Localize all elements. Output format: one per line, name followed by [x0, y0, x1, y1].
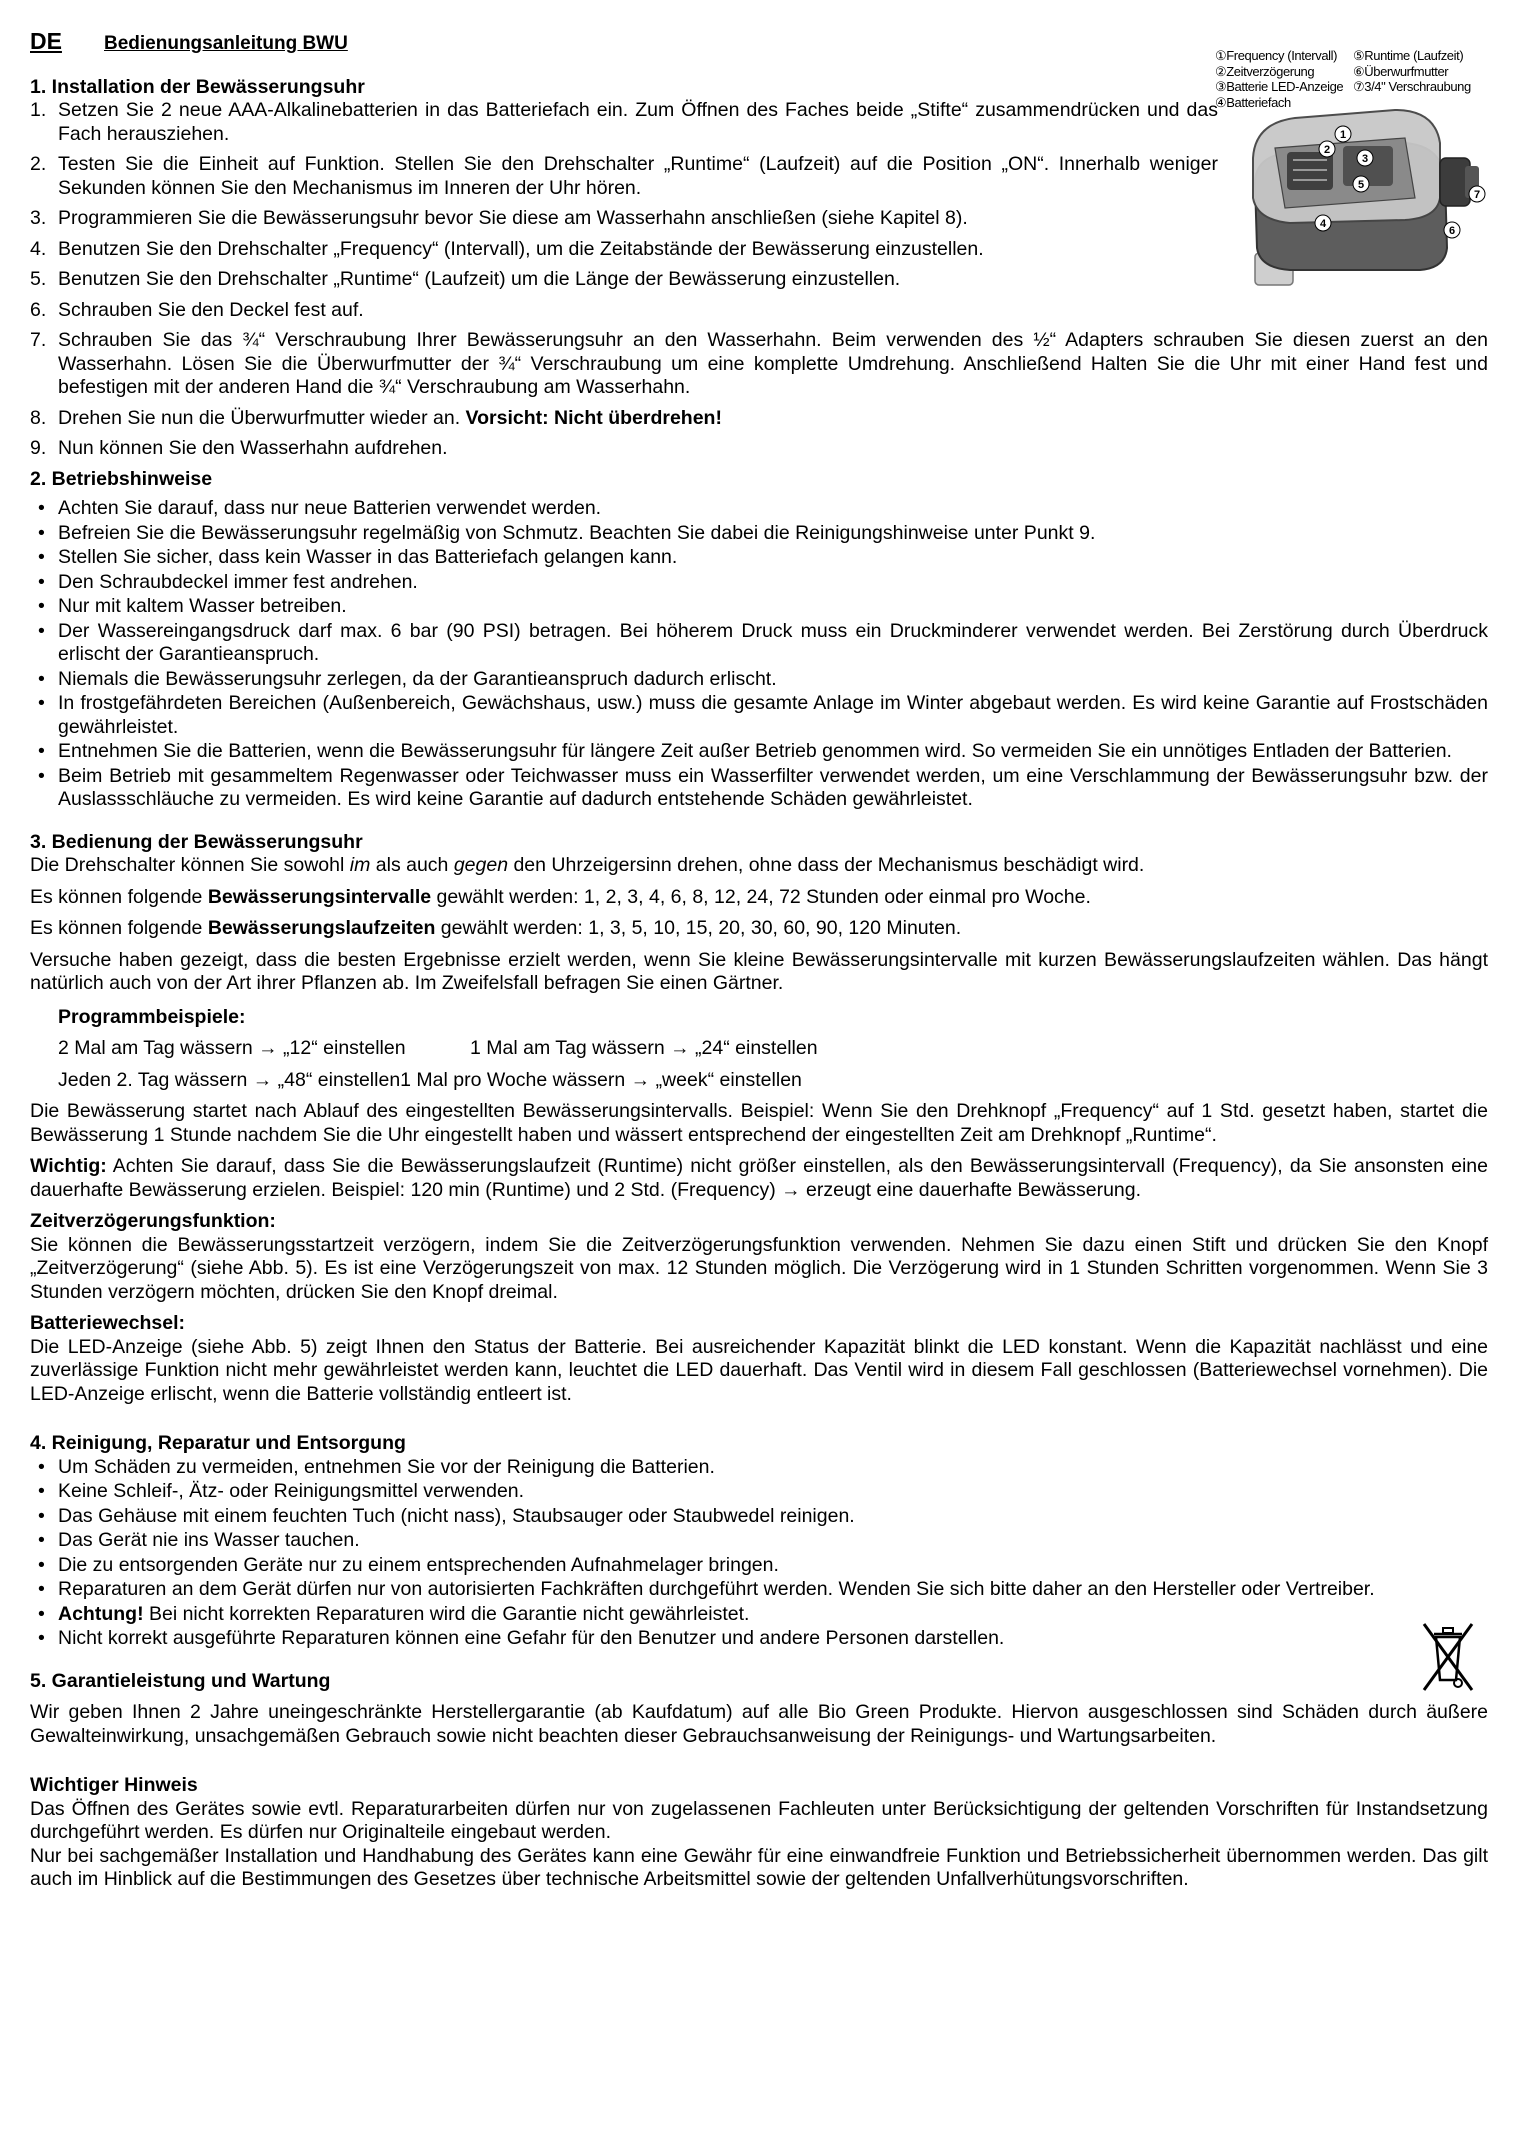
list-item: • Stellen Sie sicher, dass kein Wasser in das Batteriefach gelangen kann.	[38, 546, 678, 568]
paragraph: Wir geben Ihnen 2 Jahre uneingeschränkte Herstellergarantie (ab Kaufdatum) auf alle Bio Green Produkte. Hiervon ausgeschlossen sind Schäden durch äußere Gewalteinwirkung, unsachgemäßen Gebrauch sowie nicht beachten dieser Gebrauchsanweisung der Reinigungs- und Wartungsarbeiten.	[30, 1701, 1488, 1747]
list-item: 5. Benutzen Sie den Drehschalter „Runtime“ (Laufzeit) um die Länge der Bewässerung einzustellen.	[30, 268, 901, 290]
list-item: • Um Schäden zu vermeiden, entnehmen Sie vor der Reinigung die Batterien.	[38, 1455, 715, 1478]
list-item: • Das Gerät nie ins Wasser tauchen.	[38, 1529, 360, 1551]
section-heading: 5. Garantieleistung und Wartung	[30, 1669, 331, 1692]
subheading: Batteriewechsel:	[30, 1312, 185, 1334]
paragraph: Die LED-Anzeige (siehe Abb. 5) zeigt Ihnen den Status der Batterie. Bei ausreichender Kapazität blinkt die LED konstant. Wenn die Kapazität nachlässt und eine zuverlässige Funktion nicht mehr gewährleistet werden kann, leuchtet die LED dauerhaft. Das Ventil wird in diesem Fall geschlossen (Batteriewechsel vornehmen). Die LED-Anzeige erlischt, wenn die Batterie vollständig entleert ist.	[30, 1335, 1488, 1405]
legend-item: ①Frequency (Intervall)	[1215, 48, 1338, 63]
list-item: • Der Wassereingangsdruck darf max. 6 bar (90 PSI) betragen. Bei höherem Druck muss ein Druckminderer verwendet werden. Bei Zerstörung durch Überdruck erlischt der Garantieanspruch.	[38, 619, 1488, 665]
paragraph: Die Drehschalter können Sie sowohl im als auch gegen den Uhrzeigersinn drehen, ohne dass der Mechanismus beschädigt wird.	[30, 854, 1145, 876]
legend-item: ②Zeitverzögerung	[1215, 63, 1315, 79]
list-item: • Nicht korrekt ausgeführte Reparaturen können eine Gefahr für den Benutzer und andere Personen darstellen.	[38, 1627, 1005, 1649]
callout-3: 3	[1361, 153, 1369, 165]
list-item: • Das Gehäuse mit einem feuchten Tuch (nicht nass), Staubsauger oder Staubwedel reinigen.	[38, 1504, 855, 1527]
list-item: 2. Testen Sie die Einheit auf Funktion. Stellen Sie den Drehschalter „Runtime“ (Laufzeit) auf die Position „ON“. Innerhalb weniger Sekunden können Sie den Mechanismus im Inneren der Uhr hören.	[30, 153, 1218, 199]
list-item: 3. Programmieren Sie die Bewässerungsuhr bevor Sie diese am Wasserhahn anschließen (siehe Kapitel 8).	[30, 207, 968, 229]
legend-item: ③Batterie LED-Anzeige	[1215, 79, 1344, 94]
operating-notes	[30, 497, 1488, 812]
language-code: DE	[30, 28, 62, 54]
paragraph: Sie können die Bewässerungsstartzeit verzögern, indem Sie die Zeitverzögerungsfunktion verwenden. Nehmen Sie dazu einen Stift und drücken Sie den Knopf „Zeitverzögerung“ (siehe Abb. 5). Es ist eine Verzögerungszeit von max. 12 Stunden möglich. Die Verzögerung wird in 1 Stunden Schritten vorgenommen. Wenn Sie 3 Stunden verzögern möchten, drücken Sie den Knopf dreimal.	[30, 1233, 1488, 1303]
list-item: • Keine Schleif-, Ätz- oder Reinigungsmittel verwenden.	[38, 1480, 525, 1502]
warning-label: Achtung!	[58, 1602, 144, 1625]
legend-item: ⑦3/4" Verschraubung	[1353, 79, 1471, 94]
legend-item: ④Batteriefach	[1215, 94, 1291, 110]
paragraph: Es können folgende Bewässerungslaufzeiten gewählt werden: 1, 3, 5, 10, 15, 20, 30, 60, 90, 120 Minuten.	[30, 917, 962, 939]
list-item: • In frostgefährdeten Bereichen (Außenbereich, Gewächshaus, usw.) muss die gesamte Anlage im Winter abgebaut werden. Es wird keine Garantie auf Frostschäden gewährleistet.	[38, 692, 1488, 738]
callout-7: 7	[1473, 189, 1481, 201]
section-heading: 3. Bedienung der Bewässerungsuhr	[30, 830, 363, 853]
list-item: 7. Schrauben Sie das ¾“ Verschraubung Ihrer Bewässerungsuhr an den Wasserhahn. Beim verwenden des ½“ Adapters schrauben Sie diesen zuerst an den Wasserhahn. Lösen Sie die Überwurfmutter der ¾“ Verschraubung um eine komplette Umdrehung. Anschließend Halten Sie die Uhr mit einer Hand fest und befestigen mit der anderen Hand die ¾“ Verschraubung am Wasserhahn.	[30, 329, 1488, 398]
subheading: Zeitverzögerungsfunktion:	[30, 1210, 276, 1232]
list-item: 6. Schrauben Sie den Deckel fest auf.	[30, 298, 364, 321]
list-item: • Beim Betrieb mit gesammeltem Regenwasser oder Teichwasser muss ein Wasserfilter verwendet werden, um eine Verschlammung der Bewässerungsuhr bzw. der Auslassschläuche zu vermeiden. Es wird keine Garantie auf dadurch entstehende Schäden gewährleistet.	[38, 764, 1488, 810]
callout-2: 2	[1323, 144, 1331, 156]
callout-1: 1	[1339, 129, 1347, 141]
list-item: 1. Setzen Sie 2 neue AAA-Alkalinebatterien in das Batteriefach ein. Zum Öffnen des Faches beide „Stifte“ zusammendrücken und das Fach herausziehen.	[30, 99, 1218, 145]
list-item: 4. Benutzen Sie den Drehschalter „Frequency“ (Intervall), um die Zeitabstände der Bewässerung einzustellen.	[30, 237, 984, 260]
section-heading: Wichtiger Hinweis	[30, 1774, 198, 1796]
warning-text: Vorsicht: Nicht überdrehen!	[465, 406, 722, 429]
examples-heading: Programmbeispiele:	[58, 1005, 246, 1028]
list-item: • Nur mit kaltem Wasser betreiben.	[38, 595, 347, 617]
paragraph: Es können folgende Bewässerungsintervalle gewählt werden: 1, 2, 3, 4, 6, 8, 12, 24, 72 Stunden oder einmal pro Woche.	[30, 885, 1091, 908]
document-title: Bedienungsanleitung BWU	[104, 33, 348, 54]
paragraph: Wichtig: Achten Sie darauf, dass Sie die Bewässerungslaufzeit (Runtime) nicht größer einstellen, als den Bewässerungsintervall (Frequency), da Sie ansonsten eine dauerhafte Bewässerung erzielen. Beispiel: 120 min (Runtime) und 2 Std. (Frequency) → erzeugt eine dauerhafte Bewässerung.	[30, 1155, 1488, 1201]
section-heading: 4. Reinigung, Reparatur und Entsorgung	[30, 1432, 406, 1454]
paragraph: Versuche haben gezeigt, dass die besten Ergebnisse erzielt werden, wenn Sie kleine Bewässerungsintervalle mit kurzen Bewässerungslaufzeiten wählen. Das hängt natürlich auch von der Art ihrer Pflanzen ab. Im Zweifelsfall befragen Sie einen Gärtner.	[30, 948, 1488, 994]
installation-steps	[30, 99, 1488, 461]
list-item: • Reparaturen an dem Gerät dürfen nur von autorisierten Fachkräften durchgeführt werden. Wenden Sie sich bitte daher an den Hersteller oder Vertreiber.	[38, 1578, 1375, 1600]
document-body	[30, 30, 1488, 1900]
section-heading: 1. Installation der Bewässerungsuhr	[30, 75, 365, 98]
callout-6: 6	[1448, 225, 1456, 237]
paragraph: Die Bewässerung startet nach Ablauf des eingestellten Bewässerungsintervalls. Beispiel: Wenn Sie den Drehknopf „Frequency“ auf 1 Std. gesetzt haben, startet die Bewässerung 1 Stunde nachdem Sie die Uhr eingestellt haben und wässert entsprechend der eingestellten Zeit am Drehknopf „Runtime“.	[30, 1100, 1488, 1146]
list-item: • Den Schraubdeckel immer fest andrehen.	[38, 570, 418, 593]
legend-item: ⑥Überwurfmutter	[1353, 63, 1449, 79]
legend-item: ⑤Runtime (Laufzeit)	[1353, 48, 1464, 63]
list-item: • Achtung! Bei nicht korrekten Reparaturen wird die Garantie nicht gewährleistet.	[38, 1602, 750, 1625]
section-heading: 2. Betriebshinweise	[30, 467, 213, 490]
example-row: 2 Mal am Tag wässern → „12“ einstellen 1 Mal am Tag wässern → „24“ einstellen	[58, 1037, 818, 1059]
document-header	[30, 30, 1488, 56]
callout-4: 4	[1319, 218, 1327, 230]
list-item: • Befreien Sie die Bewässerungsuhr regelmäßig von Schmutz. Beachten Sie dabei die Reinigungshinweise unter Punkt 9.	[38, 521, 1096, 544]
example-row: Jeden 2. Tag wässern → „48“ einstellen1 Mal pro Woche wässern → „week“ einstellen	[58, 1068, 802, 1091]
paragraph: Das Öffnen des Gerätes sowie evtl. Reparaturarbeiten dürfen nur von zugelassenen Fachleuten unter Berücksichtigung der geltenden Vorschriften für Instandsetzung durchgeführt werden. Es dürfen nur Originalteile eingebaut werden.	[30, 1797, 1488, 1843]
list-item: • Die zu entsorgenden Geräte nur zu einem entsprechenden Aufnahmelager bringen.	[38, 1553, 779, 1576]
list-item: 8. Drehen Sie nun die Überwurfmutter wieder an. Vorsicht: Nicht überdrehen!	[30, 406, 722, 429]
cleaning-list	[30, 1456, 1400, 1651]
list-item: • Achten Sie darauf, dass nur neue Batterien verwendet werden.	[38, 497, 602, 519]
paragraph: Nur bei sachgemäßer Installation und Handhabung des Gerätes kann eine Gewähr für eine einwandfreie Funktion und Betriebssicherheit übernommen werden. Das gilt auch im Hinblick auf die Bestimmungen des Gesetzes über technische Arbeitsmittel sowie der geltenden Unfallverhütungsvorschriften.	[30, 1844, 1488, 1890]
list-item: • Niemals die Bewässerungsuhr zerlegen, da der Garantieanspruch dadurch erlischt.	[38, 667, 777, 690]
list-item: • Entnehmen Sie die Batterien, wenn die Bewässerungsuhr für längere Zeit außer Betrieb genommen wird. So vermeiden Sie ein unnötiges Entladen der Batterien.	[38, 740, 1452, 762]
list-item: 9. Nun können Sie den Wasserhahn aufdrehen.	[30, 437, 448, 459]
program-examples	[30, 1006, 1488, 1093]
callout-5: 5	[1357, 179, 1365, 191]
